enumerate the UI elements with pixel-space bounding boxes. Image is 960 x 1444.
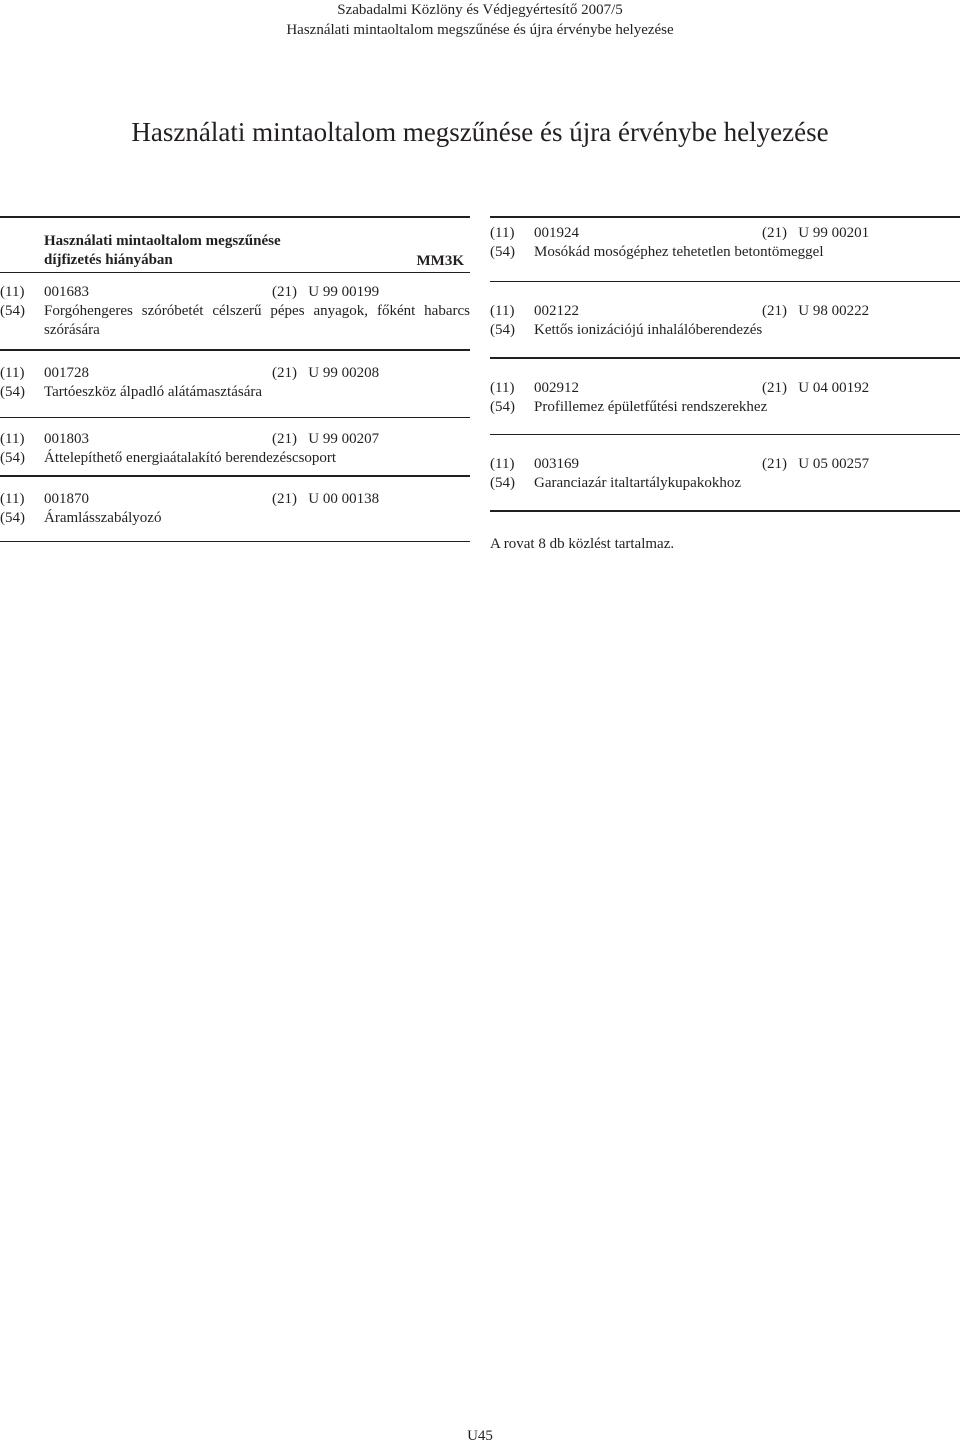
section-top-rule [490,216,960,218]
divider [0,272,470,274]
section-heading [0,218,470,272]
entry-label-11: (11) [0,431,25,447]
entry-title: Áttelepíthető energiaátalakító berendezéscsoport [44,450,337,466]
entry-label-21: (21) U 99 00201 [762,224,870,241]
entry-number: 001728 [44,364,89,381]
running-header [0,0,960,40]
section-code: MM3K [416,252,464,269]
entry-label-11: (11) [490,224,515,241]
list-item [490,455,960,493]
summary-text: A rovat 8 db közlést tartalmaz. [490,535,675,552]
left-column [0,216,470,542]
entry-label-11: (11) [490,456,515,472]
divider [490,281,960,283]
page-title: Használati mintaoltalom megszűnése és újra érvénybe helyezése [131,117,829,147]
divider [490,357,960,359]
entry-number: 002912 [534,379,579,396]
entry-label-54: (54) [0,383,25,400]
entry-title: Áramlásszabályozó [44,509,162,526]
entry-title: Tartóeszköz álpadló alátámasztására [44,383,262,400]
list-item [490,379,960,417]
entry-number: 003169 [534,456,579,472]
entry-title: Garanciazár italtartálykupakokhoz [534,475,741,491]
entry-label-54: (54) [0,303,25,319]
page-number: U45 [467,1428,493,1444]
entry-label-21: (21) U 00 00138 [272,490,380,507]
entry-label-21: (21) U 98 00222 [762,303,870,319]
divider [0,417,470,419]
entry-label-21: (21) U 04 00192 [762,379,870,396]
journal-title: Szabadalmi Közlöny és Védjegyértesítő 2007/5 [337,2,623,18]
entry-label-11: (11) [490,379,515,396]
section-heading-line2: díjfizetés hiányában [44,251,173,268]
running-section-title: Használati mintaoltalom megszűnése és újra érvénybe helyezése [286,22,674,38]
divider [0,541,470,543]
divider [0,475,470,477]
section-heading-line1: Használati mintaoltalom megszűnése [44,232,281,249]
entry-title: Profillemez épületfűtési rendszerekhez [534,398,768,415]
list-item [490,302,960,340]
entry-label-54: (54) [490,475,515,491]
entry-number: 001924 [534,224,579,241]
entry-application-number: U 99 00208 [308,364,380,381]
entry-label-54: (54) [490,243,515,260]
entry-label-21: (21) U 99 00208 [272,364,380,381]
entry-label-21: (21) U 05 00257 [762,456,870,472]
entry-label-54: (54) [0,509,25,526]
entry-title: Mosókád mosógéphez tehetetlen betontömeggel [534,243,824,260]
entry-label-54: (54) [0,450,25,466]
divider [490,510,960,512]
list-item [0,430,470,468]
entry-number: 001870 [44,490,89,507]
entry-application-number: U 99 00199 [308,284,380,300]
entry-title: Forgóhengeres szóróbetét célszerű pépes anyagok, főként habarcs szórására [44,303,470,338]
list-item [0,364,470,402]
list-item [0,283,470,340]
right-column [490,216,960,554]
entry-label-11: (11) [0,364,25,381]
entry-label-54: (54) [490,398,515,415]
entry-application-number: U 04 00192 [798,379,870,396]
entry-title: Kettős ionizációjú inhalálóberendezés [534,322,763,338]
entry-label-21: (21) U 99 00199 [272,284,380,300]
entry-label-11: (11) [0,284,25,300]
entry-application-number: U 99 00207 [308,431,380,447]
list-item [490,224,960,262]
entry-label-21: (21) U 99 00207 [272,431,380,447]
entry-application-number: U 98 00222 [798,303,870,319]
entry-number: 002122 [534,303,579,319]
divider [0,349,470,351]
list-item [0,490,470,528]
entry-label-11: (11) [490,303,515,319]
entry-label-11: (11) [0,490,25,507]
entry-application-number: U 00 00138 [308,490,380,507]
entry-label-54: (54) [490,322,515,338]
entry-application-number: U 99 00201 [798,224,870,241]
entry-number: 001683 [44,284,89,300]
entry-application-number: U 05 00257 [798,456,870,472]
entry-number: 001803 [44,431,89,447]
divider [490,434,960,436]
